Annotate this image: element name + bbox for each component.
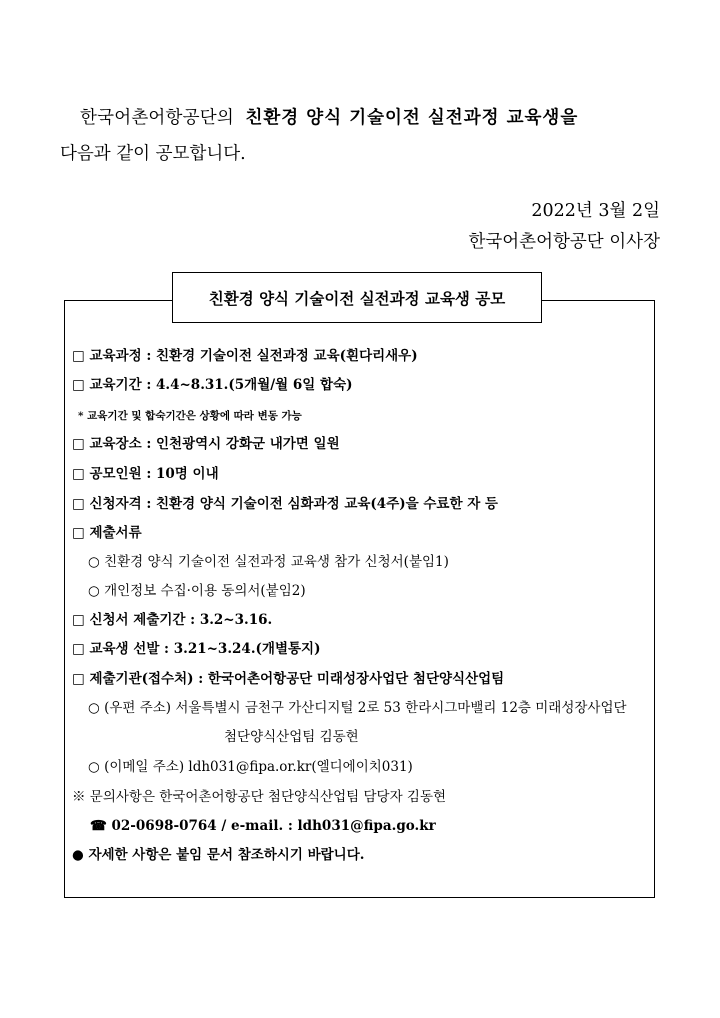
item-course: □ 교육과정 : 친환경 기술이전 실전과정 교육(흰다리새우) — [72, 348, 418, 364]
item-footer: ● 자세한 사항은 붙임 문서 참조하시기 바랍니다. — [72, 847, 365, 863]
item-documents: □ 제출서류 — [72, 525, 142, 541]
intro-prefix: 한국어촌어항공단의 — [80, 108, 234, 128]
item-doc-1: ○ 친환경 양식 기술이전 실전과정 교육생 참가 신청서(붙임1) — [88, 554, 449, 570]
announcement-date: 2022년 3월 2일 — [531, 201, 660, 221]
item-submit-to: □ 제출기관(접수처) : 한국어촌어항공단 미래성장사업단 첨단양식산업팀 — [72, 671, 505, 687]
item-period: □ 교육기간 : 4.4~8.31.(5개월/월 6일 합숙) — [72, 377, 353, 393]
item-recruit: □ 공모인원 : 10명 이내 — [72, 466, 219, 482]
item-address-cont: 첨단양식산업팀 김동현 — [224, 729, 359, 745]
intro-paragraph — [60, 100, 666, 172]
intro-line-2: 다음과 같이 공모합니다. — [60, 144, 246, 164]
item-inquiry: ※ 문의사항은 한국어촌어항공단 첨단양식산업팀 담당자 김동현 — [72, 789, 447, 805]
item-address: ○ (우편 주소) 서울특별시 금천구 가산디지털 2로 53 한라시그마밸리 12층 미래성장사업단 — [88, 700, 627, 716]
intro-bold-title: 친환경 양식 기술이전 실전과정 교육생을 — [245, 108, 579, 128]
item-selection: □ 교육생 선발 : 3.21~3.24.(개별통지) — [72, 641, 321, 657]
item-qualification: □ 신청자격 : 친환경 양식 기술이전 심화과정 교육(4주)을 수료한 자 등 — [72, 496, 498, 512]
issuer-name: 한국어촌어항공단 이사장 — [468, 232, 660, 252]
item-deadline: □ 신청서 제출기간 : 3.2~3.16. — [72, 612, 273, 628]
item-email: ○ (이메일 주소) ldh031@fipa.or.kr(엘디에이치031) — [88, 759, 413, 775]
item-period-note: * 교육기간 및 합숙기간은 상황에 따라 변동 가능 — [78, 410, 302, 422]
item-place: □ 교육장소 : 인천광역시 강화군 내가면 일원 — [72, 436, 340, 452]
item-doc-2: ○ 개인정보 수집·이용 동의서(붙임2) — [88, 583, 306, 599]
notice-title: 친환경 양식 기술이전 실전과정 교육생 공모 — [172, 272, 542, 323]
intro-line-1 — [60, 100, 666, 136]
item-contact: ☎ 02-0698-0764 / e-mail. : ldh031@fipa.go.kr — [90, 818, 436, 834]
